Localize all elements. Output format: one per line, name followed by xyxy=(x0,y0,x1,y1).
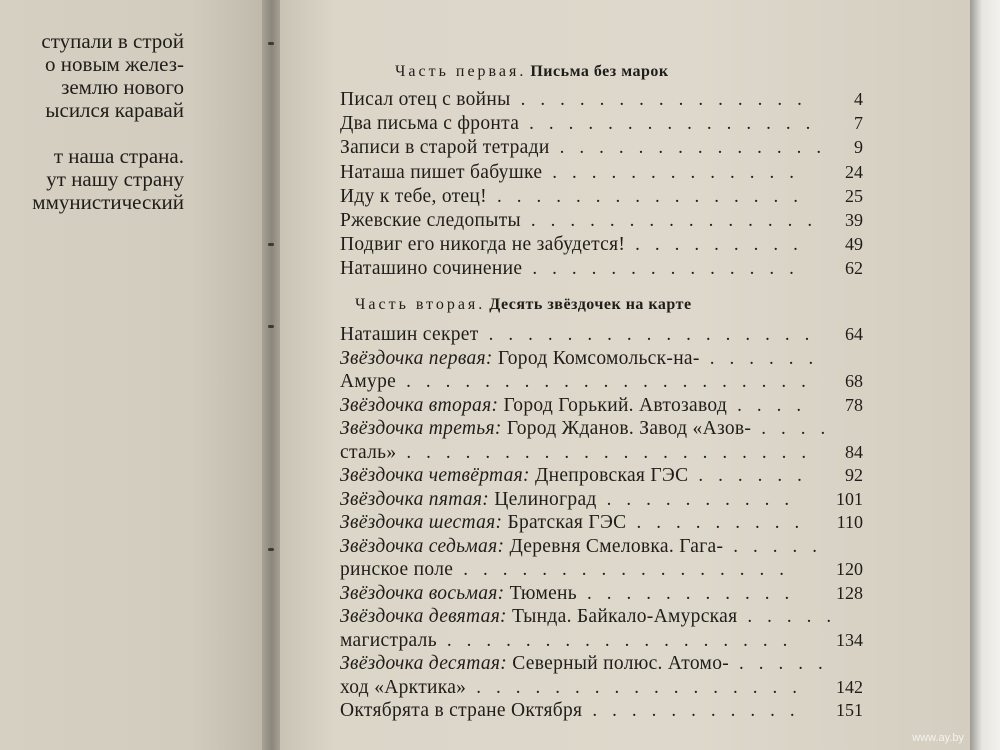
toc-entry-italic: Звёздочка восьмая: xyxy=(340,582,505,604)
dot-leader: ................. xyxy=(476,676,812,698)
toc-entry xyxy=(340,488,863,511)
binding-stitch xyxy=(268,42,274,45)
part-two-label: Часть вторая. xyxy=(355,296,486,313)
binding-stitch xyxy=(268,325,274,328)
dot-leader: ...... xyxy=(709,347,829,369)
toc-entry-title: Ржевские следопыты xyxy=(340,210,521,231)
left-text-line: ут нашу страну xyxy=(46,167,184,191)
toc-entry-title: Наташин секрет xyxy=(340,324,479,345)
toc-entry-title: Писал отец с войны xyxy=(340,89,511,110)
toc-entry xyxy=(340,535,863,558)
toc-entry-page: 151 xyxy=(836,700,863,720)
toc-entry-title: Звёздочка третья: Город Жданов. Завод «Азов- xyxy=(340,418,752,439)
toc-entry-page: 49 xyxy=(845,234,863,255)
part-two-heading xyxy=(355,296,692,314)
toc-entry-italic: Звёздочка первая: xyxy=(340,347,493,369)
left-text-line: ступали в строй xyxy=(41,29,184,53)
dot-leader: ................ xyxy=(496,185,813,207)
toc-entry-page: 84 xyxy=(845,441,863,462)
toc-entry-italic: Звёздочка девятая: xyxy=(340,606,507,627)
toc-entry-page: 9 xyxy=(854,137,863,158)
toc-entry xyxy=(340,161,863,184)
toc-entry-italic: Звёздочка четвёртая: xyxy=(340,465,530,486)
toc-entry-italic: Звёздочка седьмая: xyxy=(340,535,505,557)
dot-leader: ..... xyxy=(733,535,833,557)
toc-entry-italic: Звёздочка третья: xyxy=(340,418,502,439)
binding-stitch xyxy=(268,548,274,551)
toc-entry-italic: Звёздочка пятая: xyxy=(340,488,490,510)
toc-entry-title: Записи в старой тетради xyxy=(340,137,550,159)
part-one-heading xyxy=(395,63,669,81)
dot-leader: .......... xyxy=(606,488,805,510)
toc-entry xyxy=(340,441,863,464)
toc-entry-page: 128 xyxy=(836,582,863,603)
toc-entry xyxy=(340,370,863,393)
dot-leader: .............. xyxy=(559,137,837,159)
part-one-label: Часть первая. xyxy=(395,63,527,80)
dot-leader: ..... xyxy=(747,606,847,627)
dot-leader: ...... xyxy=(698,465,817,486)
toc-entry xyxy=(340,257,863,280)
left-page xyxy=(0,0,272,750)
left-text-line: ысился каравай xyxy=(45,98,184,122)
toc-entry-page: 120 xyxy=(836,559,863,579)
toc-entry xyxy=(340,417,863,440)
toc-entry xyxy=(340,676,863,699)
binding-stitch xyxy=(268,243,274,246)
toc-entry-page: 78 xyxy=(845,394,863,415)
toc-entry-title: Звёздочка шестая: Братская ГЭС xyxy=(340,512,627,533)
toc-entry xyxy=(340,652,863,675)
toc-entry-title: Амуре xyxy=(340,371,397,392)
toc-entry-title: Звёздочка девятая: Тында. Байкало-Амурская xyxy=(340,606,738,627)
toc-entry-page: 142 xyxy=(836,676,863,697)
toc-entry-page: 25 xyxy=(845,185,863,206)
toc-entry xyxy=(340,605,863,628)
toc-entry-title: Два письма с фронта xyxy=(340,113,520,135)
dot-leader: .................. xyxy=(446,629,803,651)
toc-entry xyxy=(340,88,863,111)
dot-leader: ......... xyxy=(635,234,813,256)
page-edge xyxy=(970,0,1000,750)
toc-entry-title: ход «Арктика» xyxy=(340,676,467,698)
dot-leader: ............... xyxy=(520,89,817,110)
dot-leader: ................. xyxy=(463,559,799,580)
toc-entry xyxy=(340,233,863,256)
toc-entry-page: 7 xyxy=(854,113,863,134)
toc-entry-page: 39 xyxy=(845,210,863,230)
toc-entry-page: 68 xyxy=(845,371,863,391)
toc-entry-page: 110 xyxy=(836,512,863,532)
part-one-title: Письма без марок xyxy=(530,63,669,80)
toc-entry xyxy=(340,558,863,581)
dot-leader: ............... xyxy=(529,113,826,135)
left-text-line: землю нового xyxy=(61,75,184,99)
toc-entry xyxy=(340,112,863,135)
toc-entry-title: магистраль xyxy=(340,629,437,651)
toc-entry-page: 24 xyxy=(845,161,863,182)
toc-entry-title: Наташа пишет бабушке xyxy=(340,161,543,183)
toc-entry-page: 92 xyxy=(845,465,863,485)
watermark: www.ay.by xyxy=(912,732,964,744)
toc-entry-italic: Звёздочка вторая: xyxy=(340,394,499,416)
toc-entry xyxy=(340,136,863,159)
dot-leader: ......... xyxy=(636,512,815,533)
dot-leader: ..................... xyxy=(406,371,821,392)
dot-leader: ..... xyxy=(739,653,838,674)
toc-entry-title: Октябрята в стране Октября xyxy=(340,700,583,721)
toc-entry-title: сталь» xyxy=(340,441,397,463)
toc-entry-italic: Звёздочка десятая: xyxy=(340,653,508,674)
left-paragraph-1 xyxy=(41,30,184,122)
toc-entry xyxy=(340,464,863,487)
toc-entry xyxy=(340,629,863,652)
dot-leader: ..................... xyxy=(406,441,822,463)
toc-entry-page: 64 xyxy=(845,324,863,344)
toc-entry-title: Иду к тебе, отец! xyxy=(340,185,487,207)
toc-entry-title: Наташино сочинение xyxy=(340,258,523,280)
toc-entry-title: Звёздочка первая: Город Комсомольск-на- xyxy=(340,347,700,369)
toc-entry-title: Звёздочка четвёртая: Днепровская ГЭС xyxy=(340,465,689,486)
part-two-title: Десять звёздочек на карте xyxy=(489,296,692,313)
toc-entry-page: 134 xyxy=(836,629,863,650)
toc-entry-title: Звёздочка пятая: Целиноград xyxy=(340,488,597,510)
toc-entry-title: Звёздочка седьмая: Деревня Смеловка. Гага- xyxy=(340,535,724,557)
toc-entry xyxy=(340,185,863,208)
toc-entry-title: Звёздочка вторая: Город Горький. Автозавод xyxy=(340,394,728,416)
left-text-line: о новым желез- xyxy=(45,52,184,76)
toc-entry-page: 62 xyxy=(845,258,863,279)
toc-entry xyxy=(340,209,863,232)
toc-entry xyxy=(340,323,863,346)
toc-entry xyxy=(340,699,863,722)
toc-entry-page: 101 xyxy=(836,488,863,509)
toc-entry-title: Подвиг его никогда не забудется! xyxy=(340,234,626,256)
dot-leader: ........... xyxy=(592,700,810,721)
toc-entry xyxy=(340,582,863,605)
left-paragraph-2 xyxy=(32,145,184,214)
toc-entry xyxy=(340,394,863,417)
toc-entry-title: ринское поле xyxy=(340,559,454,580)
toc-entry-page: 4 xyxy=(854,89,863,109)
toc-entry-title: Звёздочка десятая: Северный полюс. Атомо- xyxy=(340,653,730,674)
toc-entry-title: Звёздочка восьмая: Тюмень xyxy=(340,582,577,604)
toc-entry xyxy=(340,347,863,370)
toc-entry-italic: Звёздочка шестая: xyxy=(340,512,503,533)
dot-leader: ............. xyxy=(552,161,810,183)
left-text-line: ммунистический xyxy=(32,190,184,214)
toc-entry xyxy=(340,511,863,534)
dot-leader: .... xyxy=(761,418,841,439)
left-text-line: т наша страна. xyxy=(53,144,184,168)
dot-leader: ............... xyxy=(530,210,828,231)
dot-leader: ................. xyxy=(488,324,825,345)
dot-leader: .... xyxy=(737,394,817,416)
dot-leader: .............. xyxy=(532,258,809,280)
dot-leader: ........... xyxy=(587,582,805,604)
